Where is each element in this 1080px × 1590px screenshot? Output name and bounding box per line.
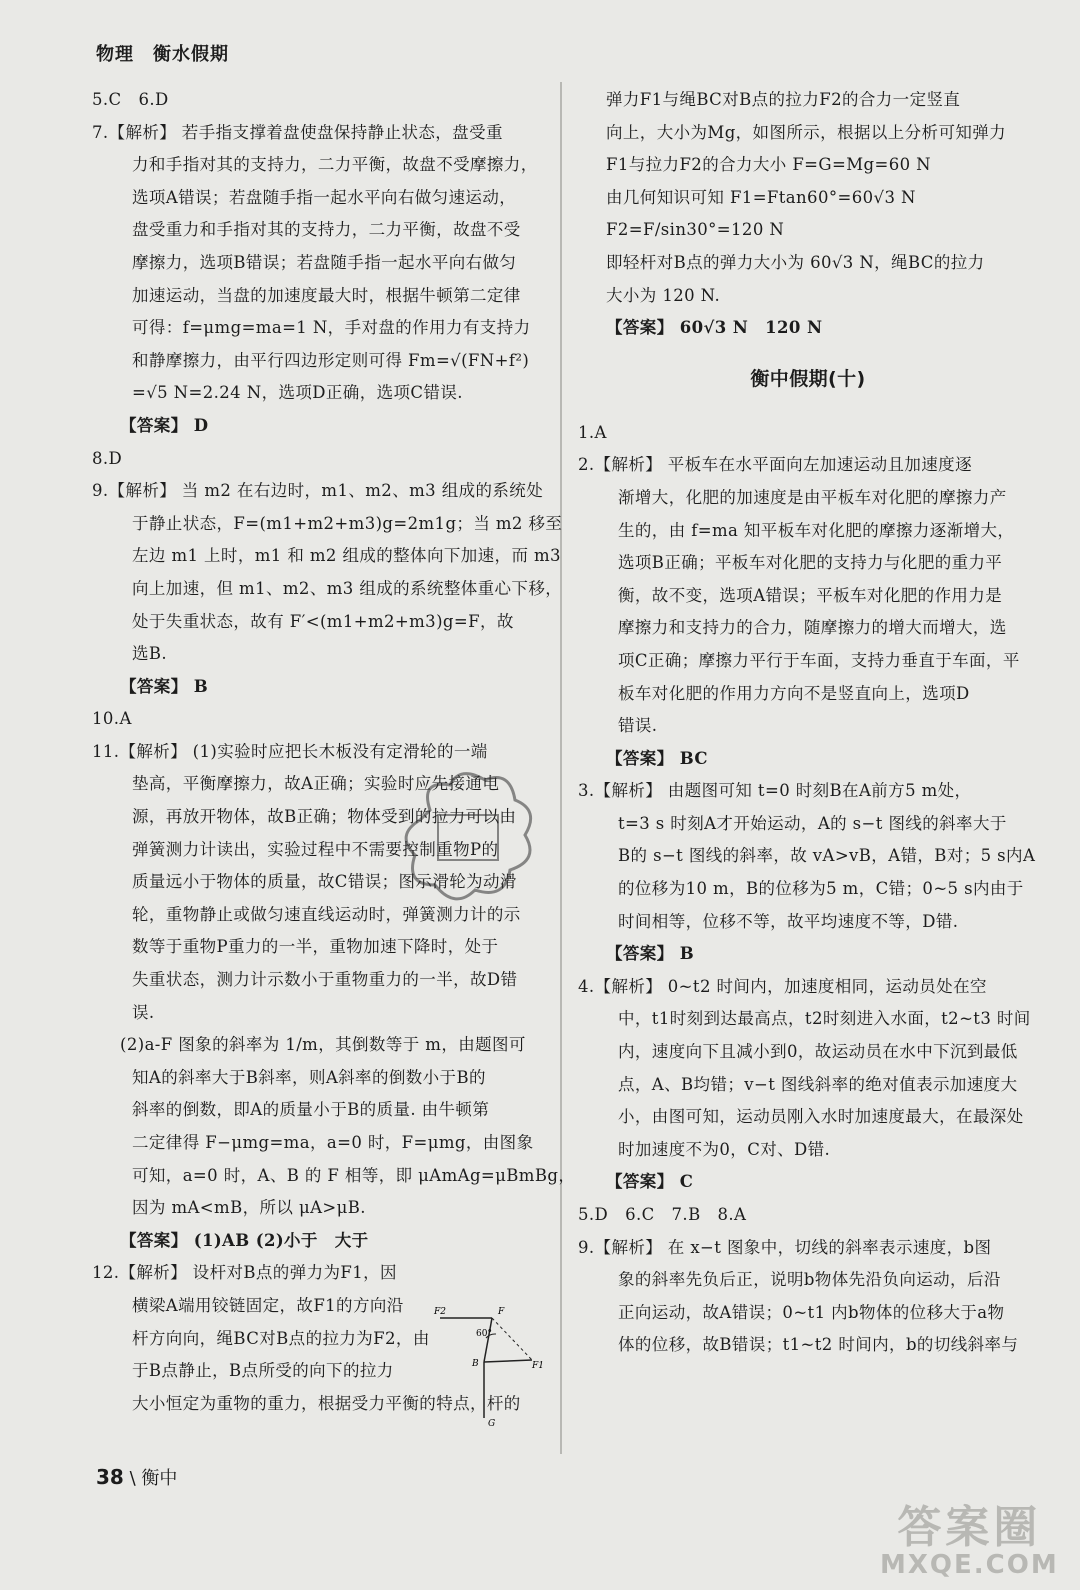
text-line: 摩擦力，选项B错误；若盘随手指一起水平向右做匀 (132, 252, 517, 272)
text-line: 中，t1时刻到达最高点，t2时刻进入水面，t2~t3 时间 (618, 1009, 1031, 1029)
force-diagram (432, 1300, 542, 1430)
text-line: 生的，由 f=ma 知平板车对化肥的摩擦力逐渐增大， (618, 520, 1015, 540)
text-line: 小，由图可知，运动员刚入水时加速度最大，在最深处 (618, 1107, 1024, 1127)
text-line: 向上加速，但 m1、m2、m3 组成的系统整体重心下移， (132, 578, 563, 598)
text-line: 项C正确；摩擦力平行于车面，支持力垂直于车面，平 (618, 650, 1020, 670)
text-line: 失重状态，测力计示数小于重物重力的一半，故D错 (132, 970, 518, 990)
text-line: 象的斜率先负后正，说明b物体先沿负向运动，后沿 (618, 1270, 1001, 1290)
text-line: 12.【解析】 设杆对B点的弹力为F1，因 (92, 1263, 397, 1283)
text-line: 大小为 120 N. (606, 285, 721, 305)
text-line: 8.D (92, 448, 123, 468)
diagram-dashed-line (492, 1318, 532, 1360)
text-line: 力和手指对其的支持力，二力平衡，故盘不受摩擦力， (132, 155, 538, 175)
text-line: 1.A (578, 422, 607, 442)
text-line: 【答案】 (1)AB (2)小于 大于 (120, 1230, 369, 1250)
text-line: 5.C 6.D (92, 90, 169, 109)
text-line: 盘受重力和手指对其的支持力，二力平衡，故盘不受 (132, 220, 521, 240)
text-line: 渐增大，化肥的加速度是由平板车对化肥的摩擦力产 (618, 487, 1007, 507)
text-line: 因为 mA<mB，所以 μA>μB. (132, 1198, 366, 1218)
text-line: 左边 m1 上时，m1 和 m2 组成的整体向下加速，而 m3 (132, 546, 561, 566)
footer-label: \ 衡中 (129, 1468, 178, 1489)
text-line: B的 s−t 图线的斜率，故 vA>vB，A错，B对；5 s内A (618, 846, 1036, 866)
text-line: 可知，a=0 时，A、B 的 F 相等，即 μAmAg=μBmBg， (132, 1165, 576, 1185)
right-column-top (578, 84, 1038, 345)
text-line: 体的位移，故B错误；t1~t2 时间内，b的切线斜率与 (618, 1335, 1019, 1355)
text-line: 选项A错误；若盘随手指一起水平向右做匀速运动， (132, 187, 517, 207)
text-line: 知A的斜率大于B斜率，则A斜率的倒数小于B的 (132, 1067, 486, 1087)
diagram-label-f2: F2 (434, 1307, 446, 1317)
text-line: 2.【解析】 平板车在水平面向左加速运动且加速度逐 (578, 455, 972, 475)
text-line: 【答案】 60√3 N 120 N (606, 318, 823, 338)
column-divider (560, 82, 562, 1454)
text-line: 垫高，平衡摩擦力，故A正确；实验时应先接通电 (132, 774, 500, 794)
text-line: t=3 s 时刻A才开始运动，A的 s−t 图线的斜率大于 (618, 813, 1007, 833)
text-line: F1与拉力F2的合力大小 F=G=Mg=60 N (606, 155, 931, 175)
text-line: 时加速度不为0，C对、D错. (618, 1139, 831, 1159)
text-line: 和静摩擦力，由平行四边形定则可得 Fm=√(FN+f²) (132, 350, 530, 370)
stamp-mark (390, 760, 550, 920)
text-line: 内，速度向下且减小到0，故运动员在水中下沉到最低 (618, 1042, 1018, 1062)
text-line: 点，A、B均错；v−t 图线斜率的绝对值表示加速度大 (618, 1074, 1018, 1094)
text-line: F2=F/sin30°=120 N (606, 220, 785, 240)
text-line: 3.【解析】 由题图可知 t=0 时刻B在A前方5 m处， (578, 781, 972, 801)
text-line: 时间相等，位移不等，故平均速度不等，D错. (618, 911, 959, 931)
diagram-label-f1: F1 (532, 1361, 544, 1371)
text-line: 【答案】 B (120, 676, 209, 696)
text-line: 由几何知识可知 F1=Ftan60°=60√3 N (606, 187, 916, 207)
text-line: 选B. (132, 644, 168, 664)
text-line: (2)a-F 图象的斜率为 1/m，其倒数等于 m，由题图可 (120, 1035, 526, 1055)
text-line: 于B点静止，B点所受的向下的拉力 (132, 1361, 394, 1381)
text-line: 【答案】 C (606, 1172, 694, 1192)
text-line: 【答案】 BC (606, 748, 708, 768)
text-line: 可得：f=μmg=ma=1 N，手对盘的作用力有支持力 (132, 318, 531, 338)
text-line: 衡，故不变，选项A错误；平板车对化肥的作用力是 (618, 585, 1003, 605)
text-line: 误. (132, 1002, 155, 1022)
page-number: 38 (96, 1465, 124, 1489)
text-line: 弹簧测力计读出，实验过程中不需要控制重物P的 (132, 839, 499, 859)
diagram-label-f: F (498, 1307, 505, 1317)
text-line: 二定律得 F−μmg=ma，a=0 时，F=μmg，由图象 (132, 1133, 534, 1152)
text-line: 7.【解析】 若手指支撑着盘使盘保持静止状态，盘受重 (92, 122, 503, 142)
text-line: 杆方向向，绳BC对B点的拉力为F2，由 (132, 1328, 430, 1348)
text-line: 于静止状态，F=(m1+m2+m3)g=2m1g；当 m2 移至 (132, 513, 563, 533)
diagram-label-g: G (488, 1419, 496, 1429)
text-line: 源，再放开物体，故B正确；物体受到的拉力可以由 (132, 807, 517, 827)
text-line: 9.【解析】 当 m2 在右边时，m1、m2、m3 组成的系统处 (92, 481, 544, 501)
text-line: 4.【解析】 0~t2 时间内，加速度相同，运动员处在空 (578, 976, 987, 996)
text-line: 摩擦力和支持力的合力，随摩擦力的增大而增大，选 (618, 618, 1007, 638)
text-line: 板车对化肥的作用力方向不是竖直向上，选项D (618, 683, 970, 703)
text-line: 选项B正确；平板车对化肥的支持力与化肥的重力平 (618, 553, 1003, 573)
text-line: 横梁A端用铰链固定，故F1的方向沿 (132, 1295, 404, 1315)
diagram-label-angle: 60° (476, 1329, 492, 1339)
text-line: 错误. (618, 716, 658, 736)
text-line: 11.【解析】 (1)实验时应把长木板没有定滑轮的一端 (92, 741, 488, 761)
diagram-label-b: B (472, 1359, 479, 1369)
text-line: 9.【解析】 在 x−t 图象中，切线的斜率表示速度，b图 (578, 1237, 992, 1257)
text-line: 弹力F1与绳BC对B点的拉力F2的合力一定竖直 (606, 90, 961, 109)
text-line: 大小恒定为重物的重力，根据受力平衡的特点，杆的 (132, 1393, 521, 1413)
text-line: 向上，大小为Mg，如图所示，根据以上分析可知弹力 (606, 122, 1007, 142)
right-column (578, 84, 1038, 1362)
diagram-f1-arrow (484, 1360, 532, 1362)
right-column-bottom (578, 417, 1038, 1362)
page-footer (96, 1464, 177, 1490)
text-line: 质量远小于物体的质量，故C错误；图示滑轮为动滑 (132, 872, 517, 892)
text-line: 斜率的倒数，即A的质量小于B的质量. 由牛顿第 (132, 1100, 490, 1120)
text-line: =√5 N=2.24 N，选项D正确，选项C错误. (132, 383, 463, 403)
page-header-title: 物理 衡水假期 (96, 44, 229, 65)
watermark-logo (880, 1502, 1059, 1580)
left-column (92, 84, 576, 1420)
text-line: 10.A (92, 709, 132, 729)
text-line: 正向运动，故A错误；0~t1 内b物体的位移大于a物 (618, 1302, 1005, 1322)
text-line: 【答案】 B (606, 944, 695, 964)
watermark-line2: MXQE.COM (880, 1550, 1059, 1580)
text-line: 数等于重物P重力的一半，重物加速下降时，处于 (132, 937, 499, 957)
section-title: 衡中假期(十) (750, 367, 866, 390)
watermark-line1: 答案圈 (897, 1502, 1042, 1553)
text-line: 【答案】 D (120, 415, 209, 435)
text-line: 即轻杆对B点的弹力大小为 60√3 N，绳BC的拉力 (606, 252, 985, 272)
text-line: 的位移为10 m，B的位移为5 m，C错；0~5 s内由于 (618, 879, 1024, 899)
text-line: 处于失重状态，故有 F′<(m1+m2+m3)g=F，故 (132, 611, 514, 631)
text-line: 加速运动，当盘的加速度最大时，根据牛顿第二定律 (132, 285, 521, 305)
text-line: 5.D 6.C 7.B 8.A (578, 1205, 747, 1224)
diagram-rod (484, 1318, 492, 1362)
text-line: 轮，重物静止或做匀速直线运动时，弹簧测力计的示 (132, 904, 521, 924)
